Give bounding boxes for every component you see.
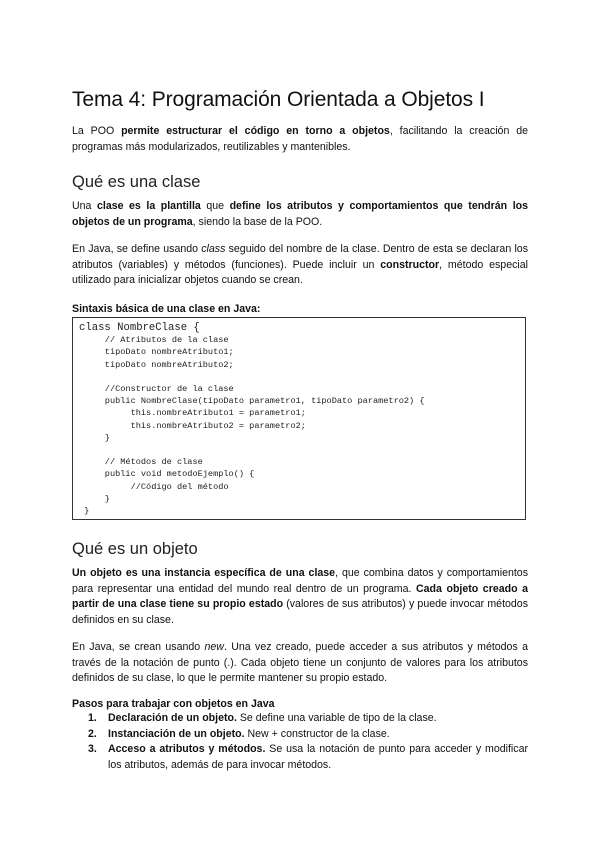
step-bold: Declaración de un objeto. [108,712,237,724]
intro-text-bold: permite estructurar el código en torno a objetos [121,125,390,137]
objeto-java-paragraph [72,640,528,687]
java-text-3: , método especial utilizado para inicializar objetos cuando se crean. [72,258,528,286]
java-text-2: seguido del nombre de la clase. Dentro de esta se declaran los atributos (variables) y métodos (funciones). Puede incluir un [72,243,528,271]
clase-java-paragraph [72,242,528,289]
step-bold: Instanciación de un objeto. [108,727,245,740]
steps-list [72,711,528,773]
code-first-line: class NombreClase { [79,322,200,334]
new-text-2: . Una vez creado, puede acceder a sus atributos y métodos a través de la notación de punto (.). Cada objeto tiene un conjunto de valores para los atributos definidos de su clase, lo que le permite mantener su propio estado. [72,641,528,684]
java-text-bold: constructor [380,258,440,271]
objeto-text-1: , que combina datos y comportamientos para representar una entidad del mundo real dentro de un programa. [72,567,528,595]
clase-text-1: Una [72,200,97,212]
step-bold: Acceso a atributos y métodos. [108,743,266,755]
code-body: // Atributos de la clase tipoDato nombreAtributo1; tipoDato nombreAtributo2; //Constructor de la clase public NombreClase(tipoDato parametro1, tipoDato parametro2) { this.nombreAtributo1 = parametro1; this.nombreAtributo2 = parametro2; } // Métodos de clase public void metodoEjemplo() { //Código del método } } [84,335,425,517]
code-content [79,322,425,517]
step-text: New + constructor de la clase. [244,727,390,740]
step-number: 2. [88,727,97,740]
list-item [72,711,528,727]
step-text: Se usa la notación de punto para acceder y modificar los atributos, además de para invocar métodos. [108,743,528,771]
heading-que-es-una-clase: Qué es una clase [72,173,201,191]
clase-text-bold-1: clase es la plantilla [96,200,201,212]
intro-text-post: , facilitando la creación de programas más modularizados, reutilizables y mantenibles. [72,125,528,153]
java-text-em: class [201,243,226,255]
step-number: 1. [88,712,97,724]
intro-text-pre: La POO [72,125,122,137]
code-title: Sintaxis básica de una clase en Java: [72,303,261,315]
list-item [72,727,528,743]
clase-text-3: , siendo la base de la POO. [192,215,323,228]
steps-title: Pasos para trabajar con objetos en Java [72,698,275,710]
step-text: Se define una variable de tipo de la clase. [236,712,437,724]
step-number: 3. [88,743,97,755]
objeto-text-2: (valores de sus atributos) y puede invocar métodos definidos en su clase. [72,598,528,626]
new-text-em: new [204,641,224,653]
code-block [72,317,526,520]
heading-que-es-un-objeto: Qué es un objeto [72,540,198,558]
clase-text-2: que [200,200,230,212]
clase-text-bold-2: define los atributos y comportamientos que tendrán los objetos de un programa [72,200,528,228]
objeto-text-bold-2: Cada objeto creado a partir de una clase tiene su propio estado [72,582,528,610]
list-item [72,742,528,773]
clase-definition-paragraph [72,199,528,230]
java-text-1: En Java, se define usando [72,243,202,255]
objeto-text-bold-1: Un objeto es una instancia específica de una clase [72,567,336,579]
page-title: Tema 4: Programación Orientada a Objetos I [72,88,485,111]
new-text-1: En Java, se crean usando [72,641,205,653]
objeto-definition-paragraph [72,566,528,628]
intro-paragraph [72,124,528,155]
